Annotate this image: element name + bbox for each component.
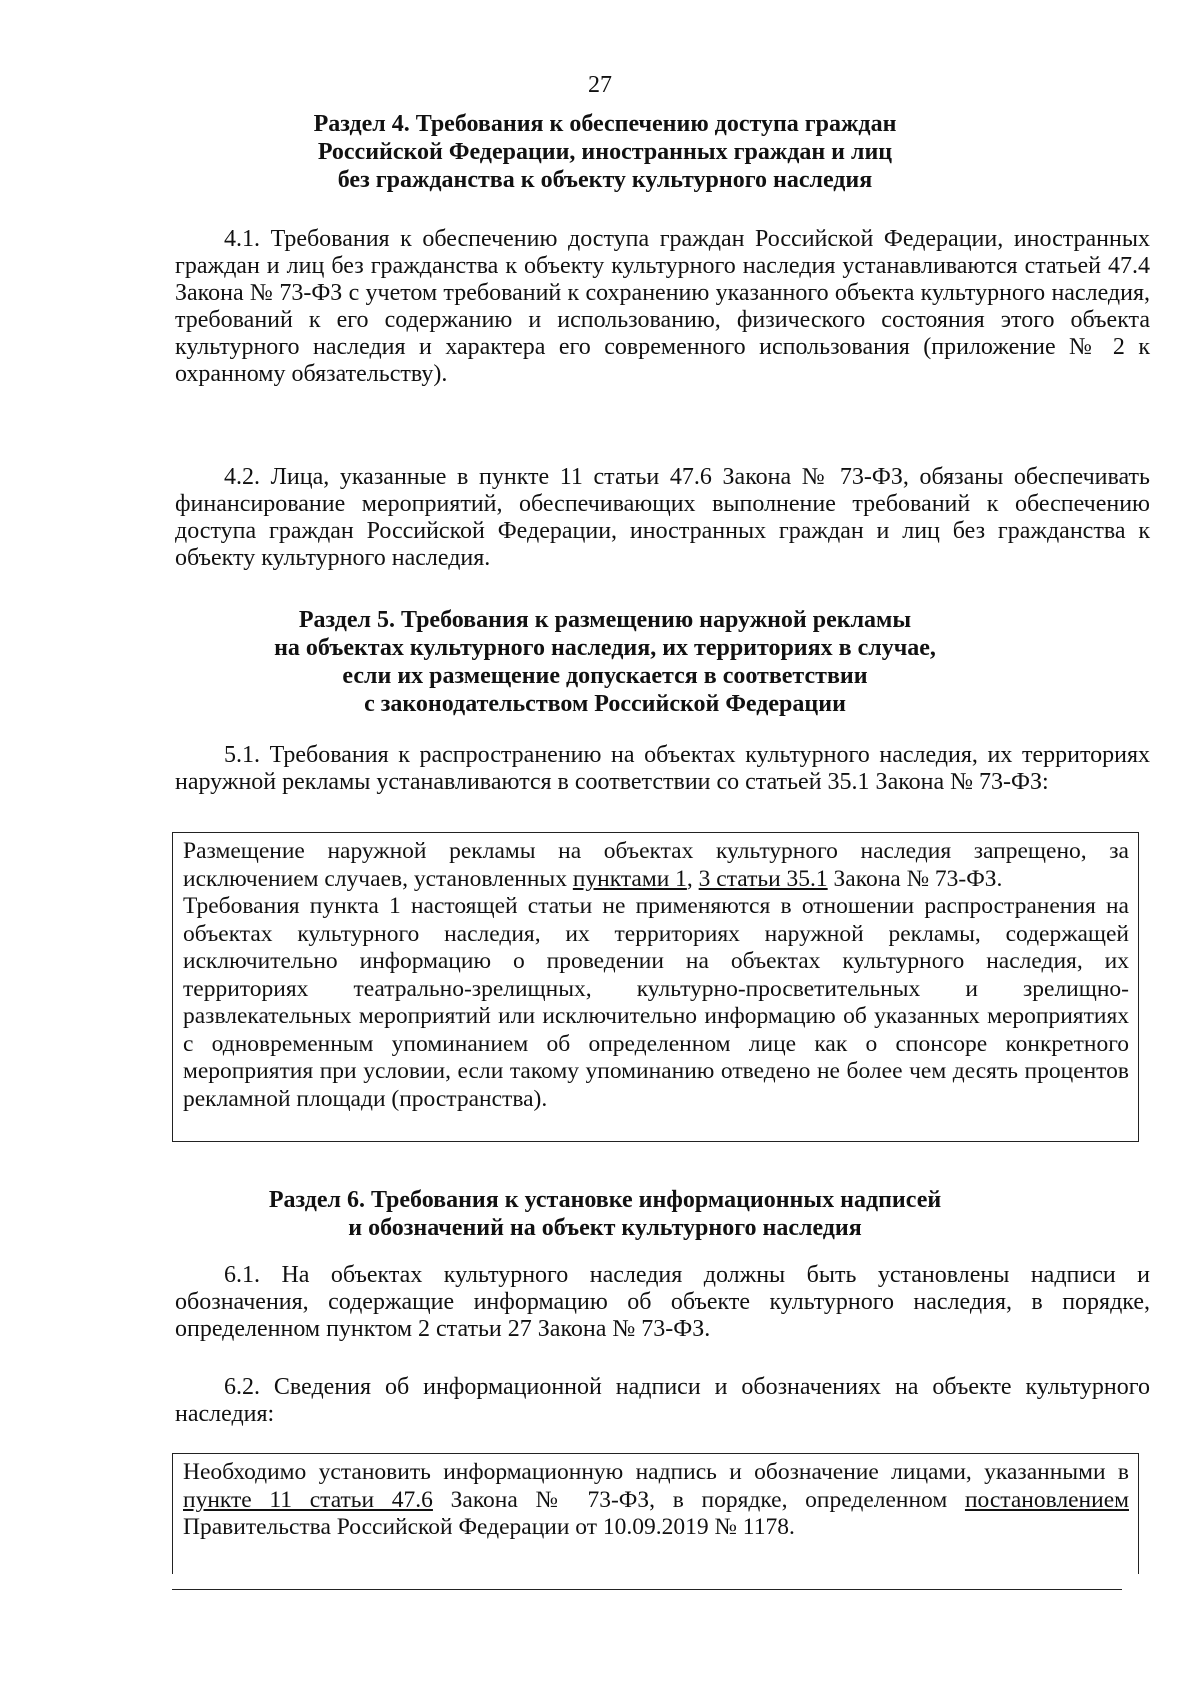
info-sign-text xyxy=(183,1459,1129,1542)
paragraph-6-2: 6.2. Сведения об информационной надписи и обозначениях на объекте культурного наследия: xyxy=(175,1374,1150,1427)
section-4-heading-line: без гражданства к объекту культурного наследия xyxy=(337,167,873,193)
section-6-heading-line: и обозначений на объект культурного наследия xyxy=(348,1215,862,1241)
box-text: , xyxy=(686,865,699,892)
info-sign-box xyxy=(172,1453,1139,1574)
paragraph-6-1: 6.1. На объектах культурного наследия должны быть установлены надписи и обозначения, содержащие информацию об объекте культурного наследия, в порядке, определенном пунктом 2 статьи 27 Закона № 73-ФЗ. xyxy=(175,1262,1150,1342)
advertising-exception-text: Требования пункта 1 настоящей статьи не применяются в отношении распространения на объектах культурного наследия, их территориях наружной рекламы, содержащей исключительно информацию о проведении на объектах культурного наследия, их территориях театрально-зрелищных, культурно-просветительных и зрелищно-развлекательных мероприятий или исключительно информацию об указанных мероприятиях с одновременным упоминанием об определенном лице как о спонсоре конкретного мероприятия при условии, если такому упоминанию отведено не более чем десять процентов рекламной площади (пространства). xyxy=(183,893,1129,1112)
reference-link[interactable]: постановлением xyxy=(964,1486,1129,1513)
box-text: Размещение наружной рекламы на объектах культурного наследия запрещено, за исключением случаев, установленных xyxy=(183,838,1129,892)
section-6-heading xyxy=(170,1186,1040,1242)
section-4-heading-line: Российской Федерации, иностранных граждан и лиц xyxy=(317,139,893,165)
box-text: Необходимо установить информационную надпись и обозначение лицами, указанными в xyxy=(183,1459,1129,1485)
box-text: Закона № 73-ФЗ, в порядке, определенном xyxy=(432,1486,965,1513)
paragraph-4-2: 4.2. Лица, указанные в пункте 11 статьи 47.6 Закона № 73-ФЗ, обязаны обеспечивать финансирование мероприятий, обеспечивающих выполнение требований к обеспечению доступа граждан Российской Федерации, иностранных граждан и лиц без гражданства к объекту культурного наследия. xyxy=(175,464,1150,571)
reference-link[interactable]: 3 статьи 35.1 xyxy=(698,865,828,892)
section-5-heading-line: с законодательством Российской Федерации xyxy=(364,691,846,717)
section-4-heading-line: Раздел 4. Требования к обеспечению доступа граждан xyxy=(313,111,897,137)
reference-link[interactable]: пункте 11 статьи 47.6 xyxy=(183,1486,433,1513)
page-number: 27 xyxy=(588,72,612,98)
reference-link[interactable]: пунктами 1 xyxy=(572,865,687,892)
advertising-rules-box xyxy=(172,832,1139,1142)
advertising-rules-text xyxy=(183,838,1129,893)
box-text: Закона № 73-ФЗ. xyxy=(827,865,1003,892)
paragraph-4-1: 4.1. Требования к обеспечению доступа граждан Российской Федерации, иностранных граждан и лиц без гражданства к объекту культурного наследия устанавливаются статьей 47.4 Закона № 73-ФЗ с учетом требований к сохранению указанного объекта культурного наследия, требований к его содержанию и использованию, физического состояния этого объекта культурного наследия и характера его современного использования (приложение № 2 к охранному обязательству). xyxy=(175,226,1150,387)
section-5-heading-line: если их размещение допускается в соответствии xyxy=(342,663,868,689)
section-5-heading xyxy=(170,606,1040,718)
section-6-heading-line: Раздел 6. Требования к установке информационных надписей xyxy=(268,1187,942,1213)
box-bottom-rule xyxy=(172,1589,1122,1590)
section-4-heading xyxy=(170,110,1040,194)
box-text: Правительства Российской Федерации от 10.09.2019 № 1178. xyxy=(183,1514,795,1540)
section-5-heading-line: Раздел 5. Требования к размещению наружной рекламы xyxy=(298,607,912,633)
section-5-heading-line: на объектах культурного наследия, их территориях в случае, xyxy=(274,635,936,661)
paragraph-5-1: 5.1. Требования к распространению на объектах культурного наследия, их территориях наружной рекламы устанавливаются в соответствии со статьей 35.1 Закона № 73-ФЗ: xyxy=(175,742,1150,795)
